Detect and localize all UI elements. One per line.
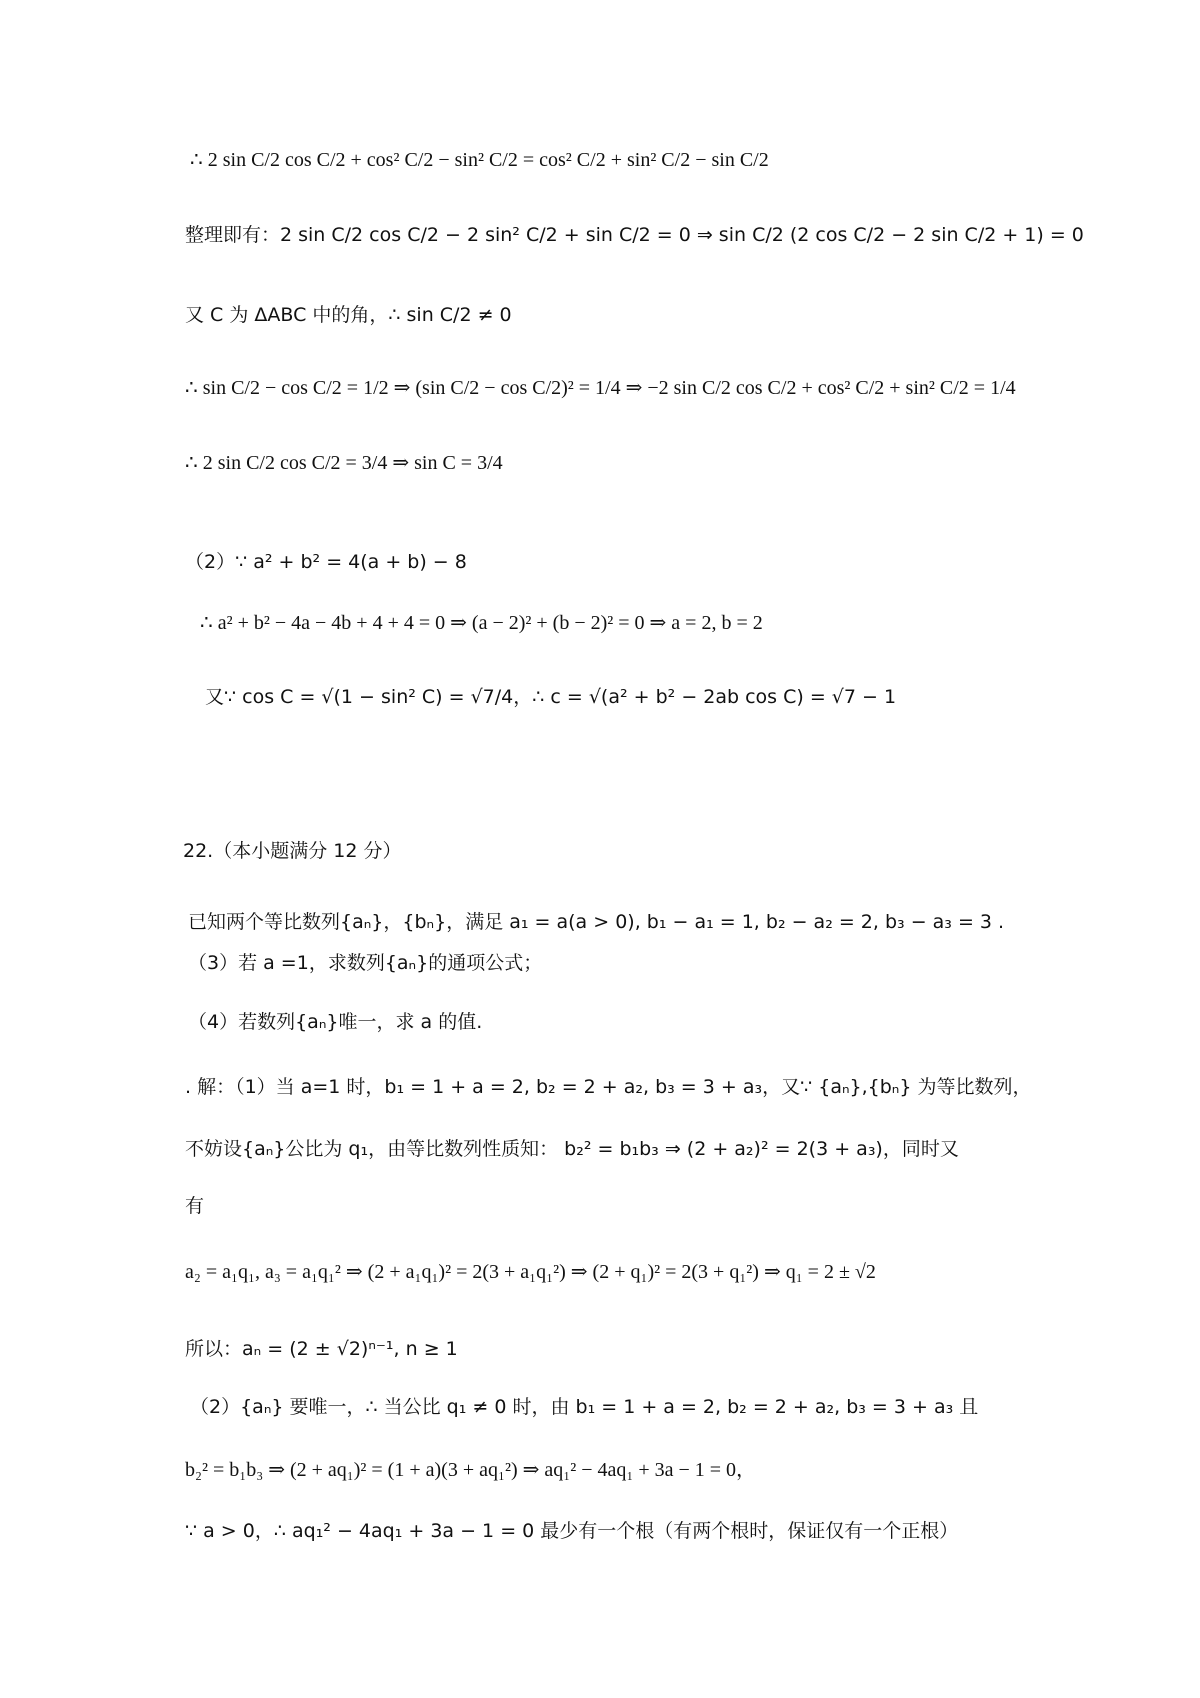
solution-line: . 解：（1）当 a=1 时，b₁ = 1 + a = 2, b₂ = 2 + a₂, b₃ = 3 + a₃，又∵ {aₙ},{bₙ} 为等比数列， [185,1076,1032,1098]
solution-line: 有 [185,1195,205,1217]
math-line: 又 C 为 ΔABC 中的角，∴ sin C/2 ≠ 0 [185,304,512,326]
math-line: 又∵ cos C = √(1 − sin² C) = √7/4，∴ c = √(a² + b² − 2ab cos C) = √7 − 1 [205,686,897,708]
math-line: ∴ sin C/2 − cos C/2 = 1/2 ⇒ (sin C/2 − cos C/2)² = 1/4 ⇒ −2 sin C/2 cos C/2 + cos² C/2 + sin² C/2 = 1/4 [185,377,1016,399]
solution-line: 不妨设{aₙ}公比为 q₁，由等比数列性质知： b₂² = b₁b₃ ⇒ (2 + a₂)² = 2(3 + a₃)，同时又 [185,1138,959,1160]
math-line: （2）∵ a² + b² = 4(a + b) − 8 [185,551,467,573]
question-3: （3）若 a =1，求数列{aₙ}的通项公式； [188,952,543,974]
question-4: （4）若数列{aₙ}唯一，求 a 的值. [188,1011,483,1033]
math-line: ∴ 2 sin C/2 cos C/2 + cos² C/2 − sin² C/2 = cos² C/2 + sin² C/2 − sin C/2 [190,149,769,171]
math-line: ∴ a² + b² − 4a − 4b + 4 + 4 = 0 ⇒ (a − 2)² + (b − 2)² = 0 ⇒ a = 2, b = 2 [200,612,763,634]
solution-line: a₂ = a₁q₁, a₃ = a₁q₁² ⇒ (2 + a₁q₁)² = 2(3 + a₁q₁²) ⇒ (2 + q₁)² = 2(3 + q₁²) ⇒ q₁ = 2 ± √2 [185,1261,876,1283]
solution-line: 所以：aₙ = (2 ± √2)ⁿ⁻¹, n ≥ 1 [185,1338,458,1360]
math-line: ∴ 2 sin C/2 cos C/2 = 3/4 ⇒ sin C = 3/4 [185,452,503,474]
problem-heading: 22.（本小题满分 12 分） [183,840,402,862]
solution-line: ∵ a > 0，∴ aq₁² − 4aq₁ + 3a − 1 = 0 最少有一个根（有两个根时，保证仅有一个正根） [185,1520,959,1542]
problem-statement: 已知两个等比数列{aₙ}，{bₙ}，满足 a₁ = a(a > 0), b₁ − a₁ = 1, b₂ − a₂ = 2, b₃ − a₃ = 3 . [188,911,1005,933]
solution-line: （2）{aₙ} 要唯一，∴ 当公比 q₁ ≠ 0 时，由 b₁ = 1 + a = 2, b₂ = 2 + a₂, b₃ = 3 + a₃ 且 [190,1396,979,1418]
math-line: 整理即有：2 sin C/2 cos C/2 − 2 sin² C/2 + sin C/2 = 0 ⇒ sin C/2 (2 cos C/2 − 2 sin C/2 + 1) = 0 [185,224,1084,246]
solution-line: b₂² = b₁b₃ ⇒ (2 + aq₁)² = (1 + a)(3 + aq₁²) ⇒ aq₁² − 4aq₁ + 3a − 1 = 0， [185,1459,757,1481]
